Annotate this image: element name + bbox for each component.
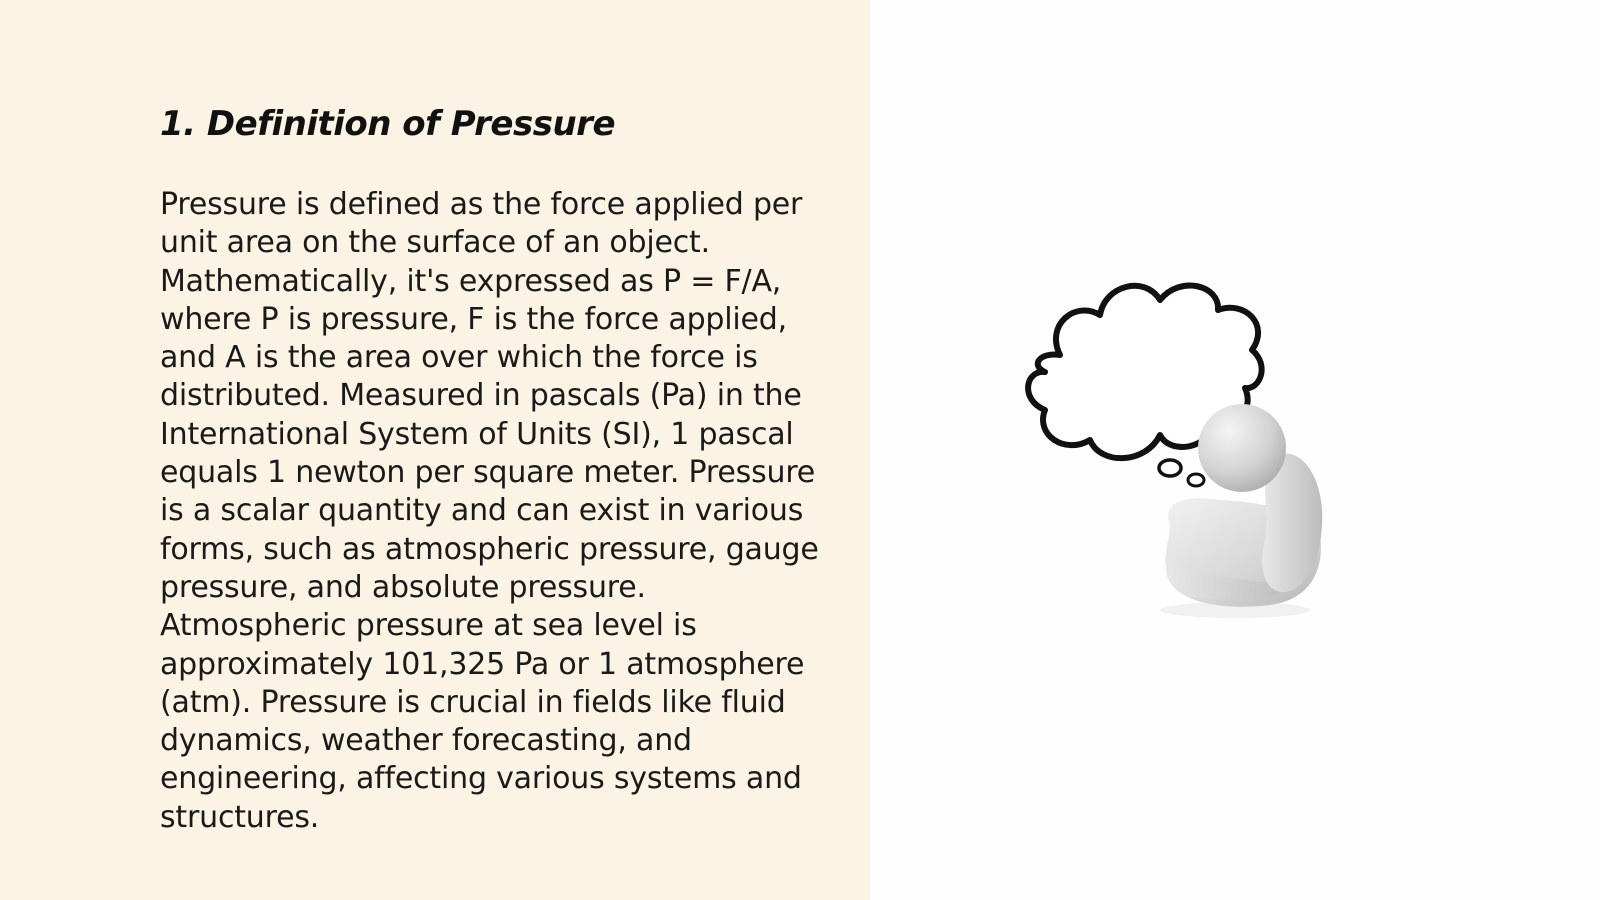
slide-title: 1. Definition of Pressure: [160, 104, 615, 144]
slide-body-text: Pressure is defined as the force applied per unit area on the surface of an object. Mathematically, it's expressed as P = F/A, where P is pressure, F is the force applied, and A is the area over which the force is distributed. Measured in pascals (Pa) in the International System of Units (SI), 1 pascal equals 1 newton per square meter. Pressure is a scalar quantity and can exist in various forms, such as atmospheric pressure, gauge pressure, and absolute pressure. Atmospheric pressure at sea level is approximately 101,325 Pa or 1 atmosphere (atm). Pressure is crucial in fields like fluid dynamics, weather forecasting, and engineering, affecting various systems and structures.: [160, 187, 819, 835]
thinking-person-with-thought-bubble-icon: [1020, 270, 1360, 620]
